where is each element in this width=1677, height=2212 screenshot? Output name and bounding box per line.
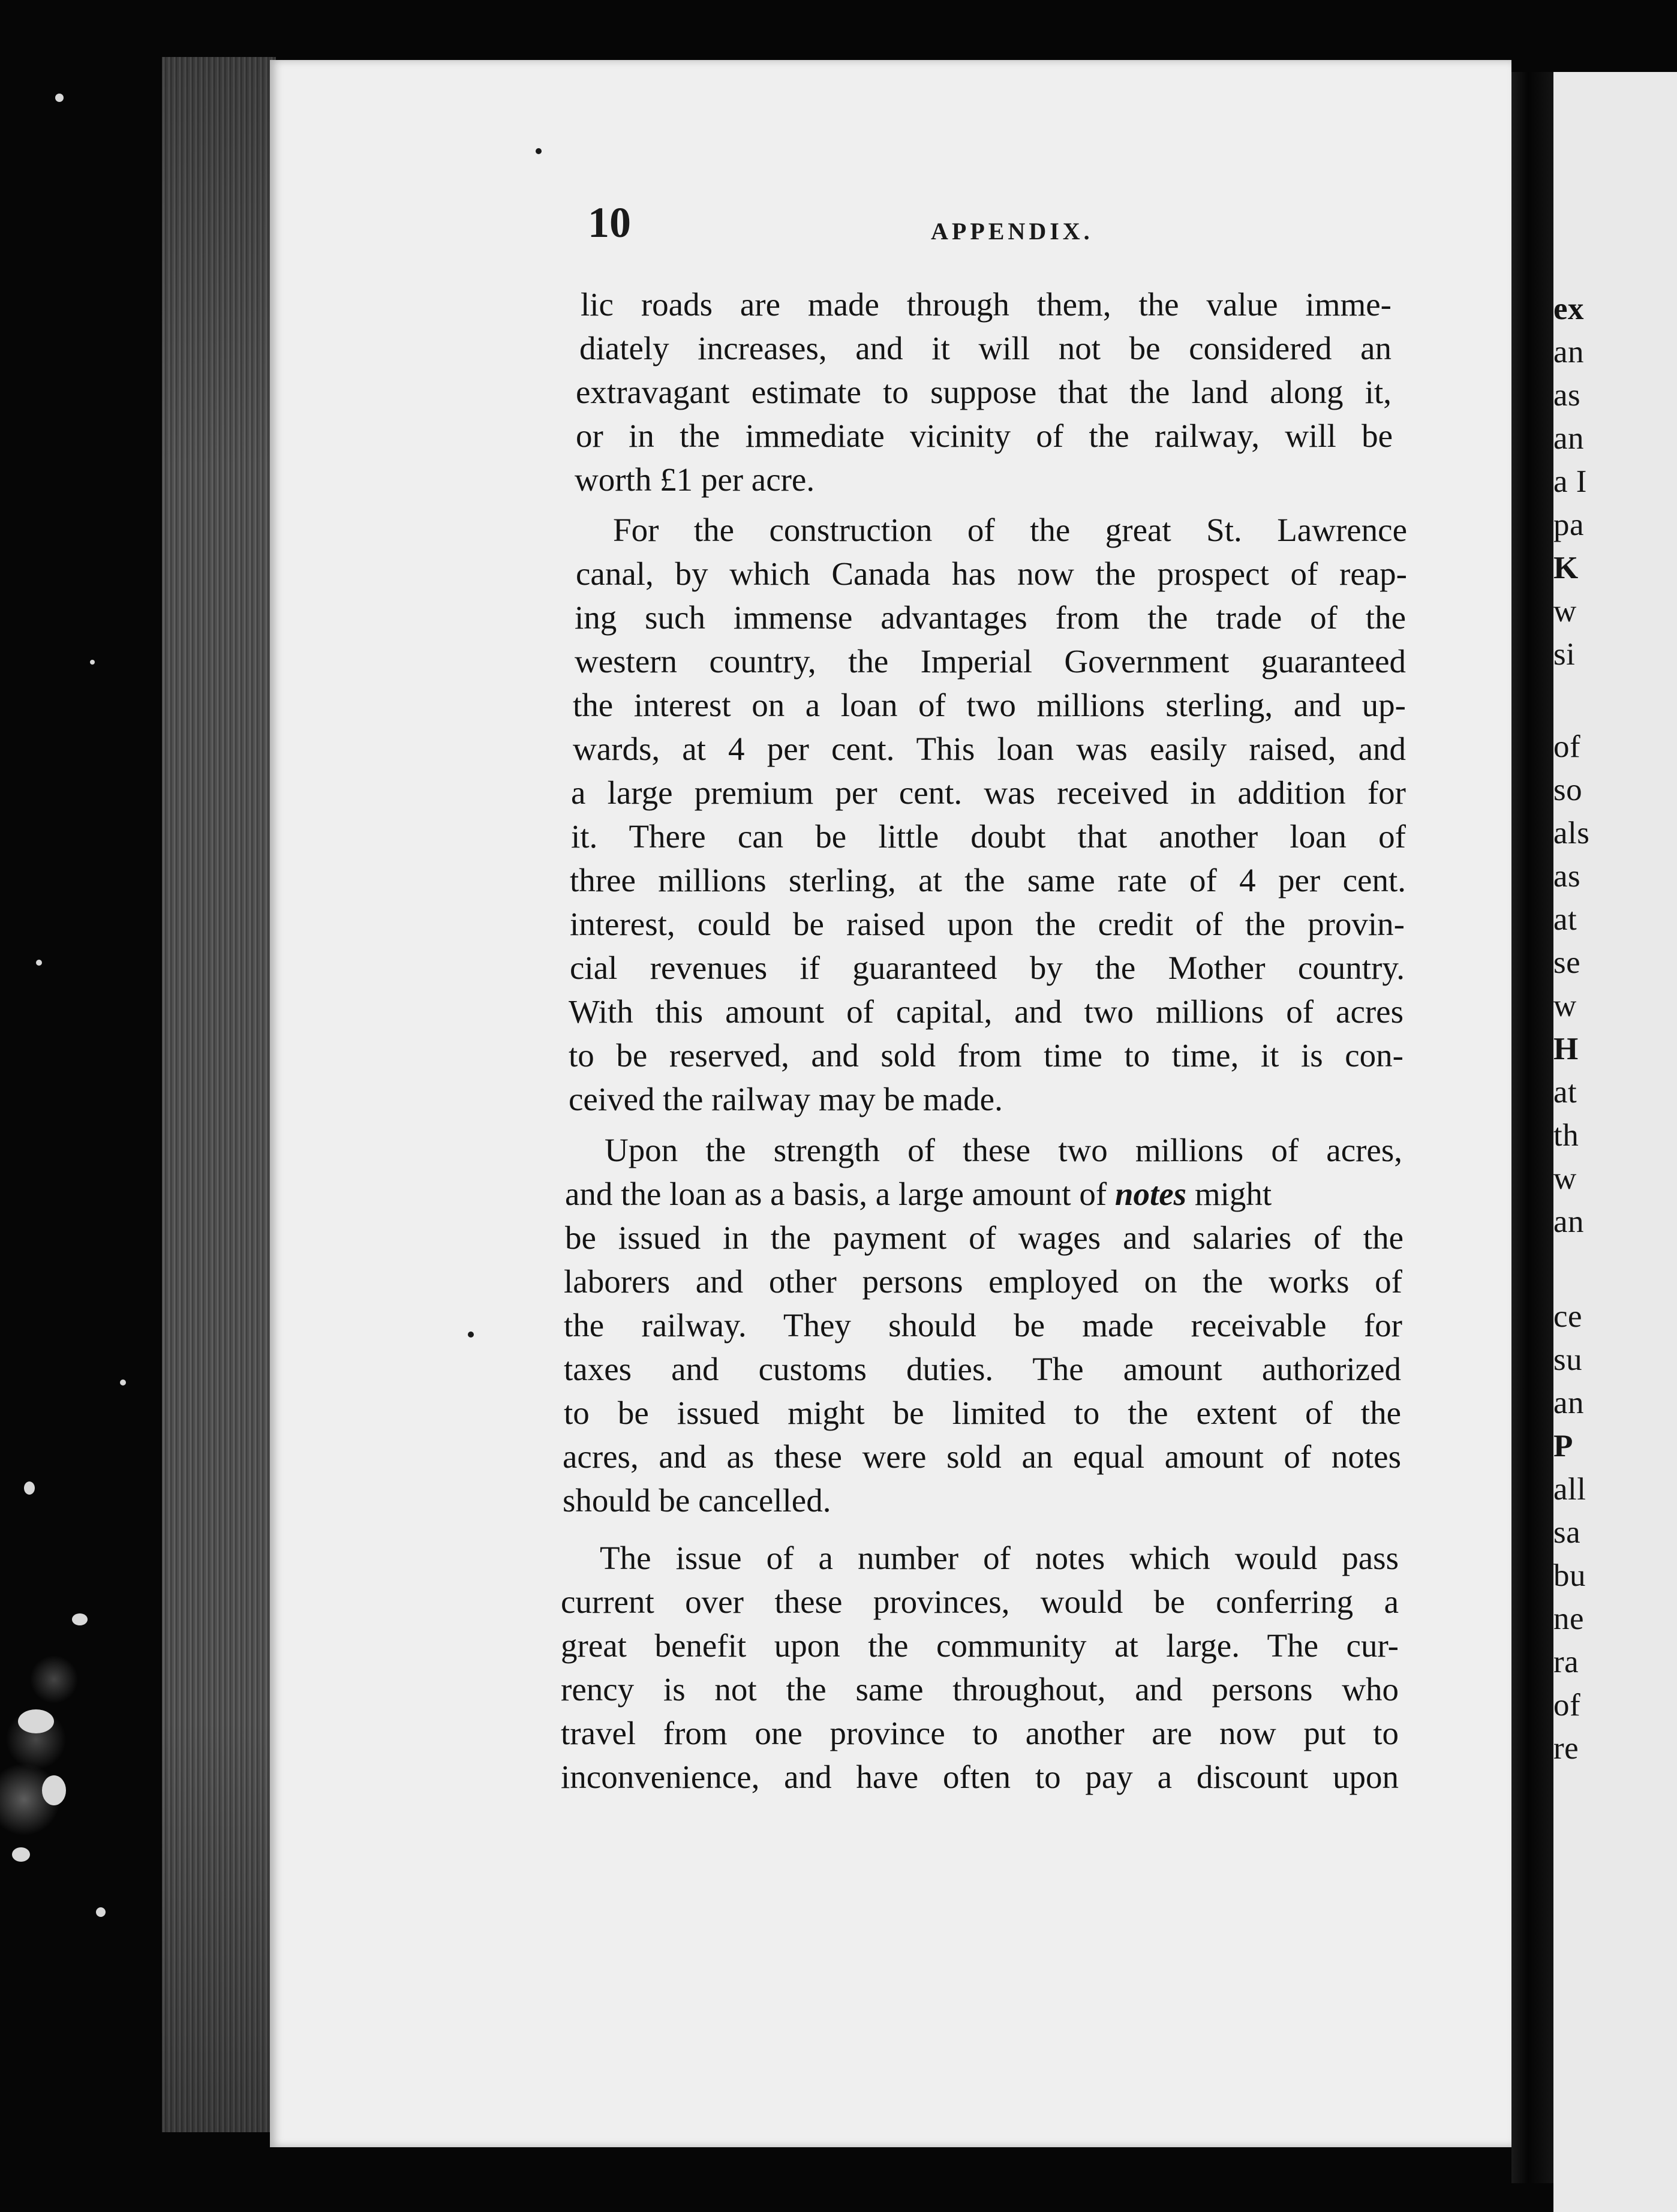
body-line: ing such immense advantages from the trade of the [575, 599, 1406, 636]
body-line: rency is not the same throughout, and persons who [561, 1671, 1399, 1708]
body-line: extravagant estimate to suppose that the land along it, [576, 374, 1392, 410]
body-line: inconvenience, and have often to pay a discount upon [561, 1759, 1399, 1795]
body-line: three millions sterling, at the same rate of 4 per cent. [570, 862, 1406, 898]
dust-speck [42, 1775, 66, 1805]
facing-page-line: at [1553, 1075, 1577, 1110]
facing-page-line: K [1553, 551, 1579, 585]
dust-speck [90, 660, 95, 665]
facing-page-line: re [1553, 1731, 1579, 1766]
facing-page-line: as [1553, 378, 1581, 413]
body-line: ceived the railway may be made. [569, 1081, 1003, 1117]
facing-page-line: at [1553, 902, 1577, 937]
book-gutter [1511, 72, 1553, 2183]
body-line: lic roads are made through them, the value imme- [581, 286, 1392, 323]
body-line: canal, by which Canada has now the prospect of reap- [576, 555, 1407, 592]
body-line: For the construction of the great St. Lawrence [613, 512, 1407, 548]
body-line: With this amount of capital, and two millions of acres [569, 993, 1403, 1030]
facing-page-line: as [1553, 859, 1581, 894]
page-number: 10 [588, 199, 631, 247]
body-line: or in the immediate vicinity of the railway, will be [576, 417, 1393, 454]
facing-page-line: a I [1553, 464, 1587, 499]
body-line: acres, and as these were sold an equal amount of notes [563, 1438, 1401, 1475]
facing-page-line: sa [1553, 1515, 1581, 1550]
facing-page-line: th [1553, 1118, 1579, 1153]
running-head: APPENDIX. [931, 218, 1093, 245]
body-line: great benefit upon the community at large. The cur- [561, 1627, 1399, 1664]
body-line: worth £1 per acre. [575, 461, 815, 498]
body-line: to be issued might be limited to the extent of the [564, 1394, 1401, 1431]
facing-page-line: su [1553, 1342, 1583, 1377]
body-line [565, 1177, 1405, 1210]
body-line: a large premium per cent. was received in addition for [571, 774, 1406, 811]
body-line: the interest on a loan of two millions sterling, and up- [573, 687, 1406, 723]
body-line-segment: might [1194, 1176, 1272, 1212]
dust-speck [120, 1380, 126, 1385]
facing-page [1553, 72, 1677, 2212]
body-line: it. There can be little doubt that another loan of [571, 818, 1406, 855]
ink-dot [468, 1332, 474, 1338]
dust-speck [36, 960, 42, 966]
facing-page-line: ex [1553, 291, 1585, 326]
body-line: western country, the Imperial Government guaranteed [575, 643, 1406, 680]
facing-page-line: ra [1553, 1645, 1579, 1679]
facing-page-line: als [1553, 816, 1590, 850]
body-line: to be reserved, and sold from time to time, it is con- [569, 1037, 1403, 1074]
facing-page-line: so [1553, 773, 1583, 807]
dust-speck [18, 1709, 54, 1733]
facing-page-line: w [1553, 1161, 1577, 1196]
facing-page-line: all [1553, 1472, 1586, 1507]
body-line: should be cancelled. [563, 1482, 831, 1519]
dust-speck [55, 94, 64, 102]
facing-page-line: pa [1553, 507, 1585, 542]
ink-dot [536, 148, 542, 154]
body-line-segment: and the loan as a basis, a large amount of [565, 1176, 1107, 1212]
body-line: be issued in the payment of wages and salaries of the [565, 1219, 1403, 1256]
body-line: taxes and customs duties. The amount authorized [564, 1351, 1401, 1387]
body-line: interest, could be raised upon the credit of the provin- [570, 906, 1405, 942]
facing-page-line: P [1553, 1429, 1573, 1463]
facing-page-line: an [1553, 1204, 1585, 1239]
facing-page-line: w [1553, 594, 1577, 629]
facing-page-line: of [1553, 729, 1581, 764]
dust-speck [24, 1481, 35, 1495]
body-line: The issue of a number of notes which would pass [600, 1540, 1399, 1576]
emphasized-word: notes [1114, 1176, 1187, 1212]
book-page-edges-shadow [162, 57, 276, 2132]
dust-speck [12, 1847, 30, 1862]
facing-page-line: H [1553, 1032, 1579, 1066]
body-line: current over these provinces, would be conferring a [561, 1583, 1399, 1620]
facing-page-line: se [1553, 945, 1581, 980]
facing-page-line: an [1553, 335, 1585, 369]
facing-page-line: w [1553, 988, 1577, 1023]
facing-page-line: ne [1553, 1601, 1585, 1636]
body-line: cial revenues if guaranteed by the Mother country. [570, 949, 1405, 986]
body-line: Upon the strength of these two millions of acres, [605, 1132, 1402, 1168]
facing-page-line: an [1553, 1385, 1585, 1420]
facing-page-line: an [1553, 421, 1585, 456]
body-line: the railway. They should be made receivable for [564, 1307, 1402, 1344]
facing-page-line: of [1553, 1688, 1581, 1723]
body-line: wards, at 4 per cent. This loan was easily raised, and [573, 731, 1406, 767]
facing-page-line: bu [1553, 1558, 1586, 1593]
body-line: diately increases, and it will not be considered an [579, 330, 1392, 366]
facing-page-line: ce [1553, 1299, 1583, 1334]
facing-page-line: si [1553, 637, 1576, 672]
body-line: travel from one province to another are now put to [561, 1715, 1399, 1751]
dust-speck [96, 1907, 106, 1917]
body-line: laborers and other persons employed on the works of [564, 1263, 1402, 1300]
dust-speck [72, 1613, 88, 1625]
